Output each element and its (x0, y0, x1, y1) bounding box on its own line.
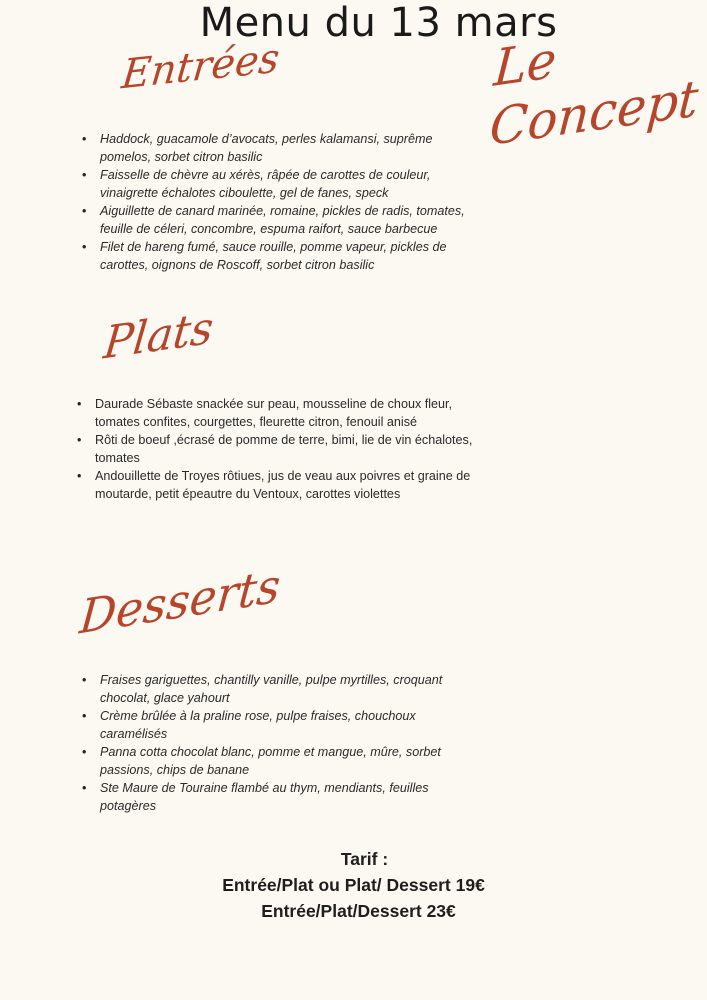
entrees-list (82, 130, 482, 274)
list-item: • Daurade Sébaste snackée sur peau, mousseline de choux fleur, tomates confites, courgettes, fleurette citron, fenouil anisé (77, 395, 482, 431)
plats-list (77, 395, 482, 503)
tarif-price-line-1: Entrée/Plat ou Plat/ Dessert 19€ (222, 875, 485, 895)
section-heading-entrees: Entrées (119, 35, 282, 99)
list-item: • Aiguillette de canard marinée, romaine, pickles de radis, tomates, feuille de céleri, concombre, espuma raifort, sauce barbecue (82, 202, 482, 238)
tarif-label: Tarif : (340, 849, 389, 869)
list-item: • Haddock, guacamole d’avocats, perles kalamansi, suprême pomelos, sorbet citron basilic (82, 130, 482, 166)
desserts-list (82, 671, 482, 815)
page-title: Menu du 13 mars (199, 0, 558, 46)
list-item: • Fraises gariguettes, chantilly vanille, pulpe myrtilles, croquant chocolat, glace yahourt (82, 671, 482, 707)
section-heading-plats: Plats (101, 302, 216, 370)
list-item: • Faisselle de chèvre au xérès, râpée de carottes de couleur, vinaigrette échalotes ciboulette, gel de fanes, speck (82, 166, 482, 202)
section-heading-desserts: Desserts (77, 557, 283, 645)
list-item: • Rôti de boeuf ,écrasé de pomme de terre, bimi, lie de vin échalotes, tomates (77, 431, 482, 467)
list-item: • Crème brûlée à la praline rose, pulpe fraises, chouchoux caramélisés (82, 707, 482, 743)
list-item: • Ste Maure de Touraine flambé au thym, mendiants, feuilles potagères (82, 779, 482, 815)
list-item: • Andouillette de Troyes rôtiues, jus de veau aux poivres et graine de moutarde, petit épeautre du Ventoux, carottes violettes (77, 467, 482, 503)
list-item: • Filet de hareng fumé, sauce rouille, pomme vapeur, pickles de carottes, oignons de Roscoff, sorbet citron basilic (82, 238, 482, 274)
brand-logo: Le Concept (487, 30, 701, 158)
list-item: • Panna cotta chocolat blanc, pomme et mangue, mûre, sorbet passions, chips de banane (82, 743, 482, 779)
tarif-price-line-2: Entrée/Plat/Dessert 23€ (261, 901, 456, 921)
